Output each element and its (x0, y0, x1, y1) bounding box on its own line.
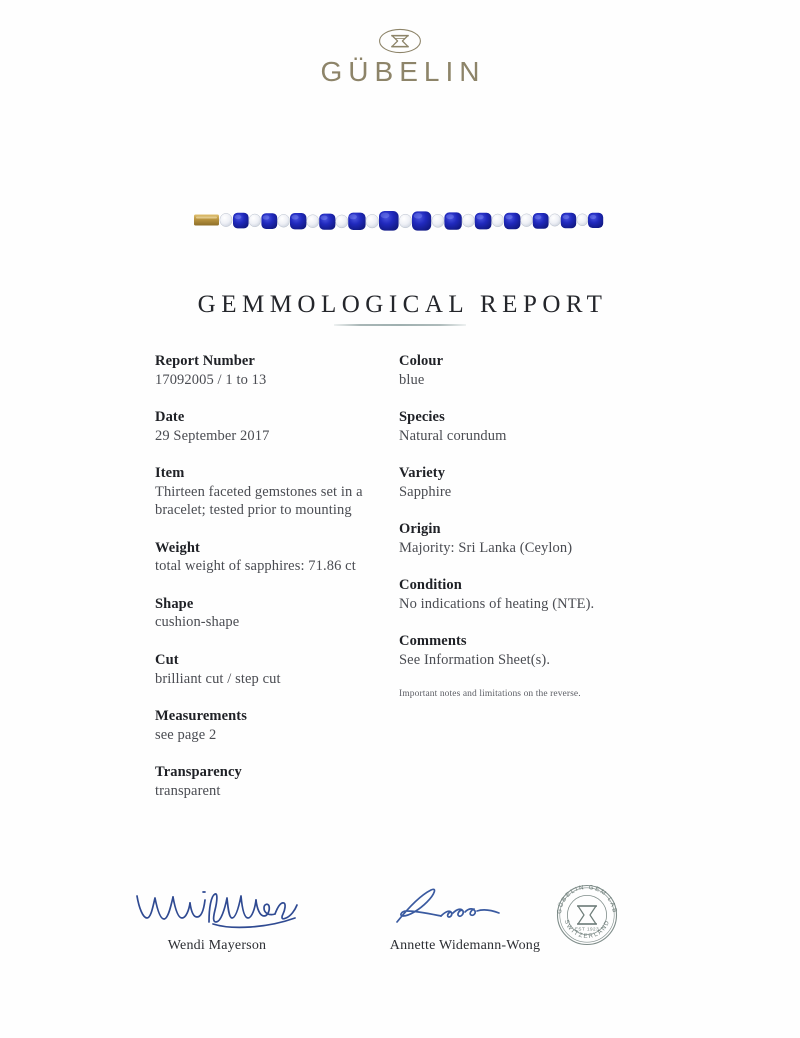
bracelet-illustration-icon (190, 196, 610, 248)
field-label: Item (155, 465, 185, 482)
field-colour (399, 352, 629, 389)
seal-bottom-text: SWITZERLAND (562, 918, 612, 941)
signatory-name: Wendi Mayerson (167, 938, 267, 953)
field-label: Variety (399, 465, 446, 482)
field-species (399, 408, 629, 445)
gubelin-gem-lab-seal (549, 877, 625, 953)
field-value: No indications of heating (NTE). (399, 595, 595, 612)
brand-header (0, 28, 800, 86)
field-label: Report Number (155, 353, 255, 369)
handwritten-signature-icon (127, 878, 307, 936)
title-divider (334, 324, 466, 326)
reverse-notice-footnote: Important notes and limitations on the reverse. (399, 688, 581, 699)
field-condition (399, 576, 629, 613)
field-label: Comments (399, 633, 467, 650)
left-field-column (155, 352, 380, 819)
field-item (155, 464, 380, 520)
field-value: Majority: Sri Lanka (Ceylon) (399, 539, 573, 556)
field-date (155, 408, 380, 445)
field-value: total weight of sapphires: 71.86 ct (155, 558, 356, 575)
gubelin-gem-lab-seal-icon (549, 877, 625, 953)
field-value: 17092005 / 1 to 13 (155, 371, 267, 388)
bracelet-clasp-icon (194, 215, 219, 226)
field-value: Thirteen faceted gemstones set in a bracelet; tested prior to mounting (155, 483, 363, 519)
right-field-column (399, 352, 629, 699)
field-value: blue (399, 371, 425, 388)
bracelet-stones (220, 211, 603, 231)
page-title: GEMMOLOGICAL REPORT (197, 291, 608, 318)
signatory-name: Annette Widemann-Wong (389, 938, 541, 953)
field-value: transparent (155, 782, 221, 799)
field-comments (399, 632, 629, 669)
field-value: 29 September 2017 (155, 427, 270, 444)
field-label: Condition (399, 577, 462, 594)
seal-crucible-emblem-icon (577, 906, 597, 924)
field-transparency (155, 763, 380, 800)
field-cut (155, 651, 380, 688)
field-weight (155, 539, 380, 576)
field-label: Colour (399, 353, 444, 369)
field-value: see page 2 (155, 726, 217, 743)
field-value: Natural corundum (399, 427, 507, 444)
field-label: Species (399, 409, 445, 426)
brand-wordmark: GÜBELIN (320, 56, 486, 87)
field-label: Transparency (155, 764, 242, 781)
field-label: Shape (155, 595, 194, 612)
gubelin-crucible-emblem-icon (378, 28, 422, 54)
seal-top-text: GÜBELIN GEM LAB (555, 883, 619, 915)
field-value: See Information Sheet(s). (399, 652, 551, 669)
field-value: brilliant cut / step cut (155, 670, 281, 687)
field-label: Weight (155, 539, 200, 556)
field-label: Origin (399, 521, 441, 538)
field-label: Date (155, 409, 185, 426)
field-label: Cut (155, 652, 179, 669)
handwritten-signature-icon (375, 878, 555, 936)
sapphire-diamond-bracelet-photo (0, 196, 800, 248)
field-label: Measurements (155, 708, 247, 725)
field-value: Sapphire (399, 483, 452, 500)
field-variety (399, 464, 629, 501)
field-origin (399, 520, 629, 557)
seal-center-text: EST 1923 (574, 926, 600, 932)
field-report-number (155, 352, 380, 389)
signature-block-wendi-mayerson (108, 878, 326, 954)
field-measurements (155, 707, 380, 744)
field-value: cushion-shape (155, 614, 240, 631)
field-shape (155, 595, 380, 632)
